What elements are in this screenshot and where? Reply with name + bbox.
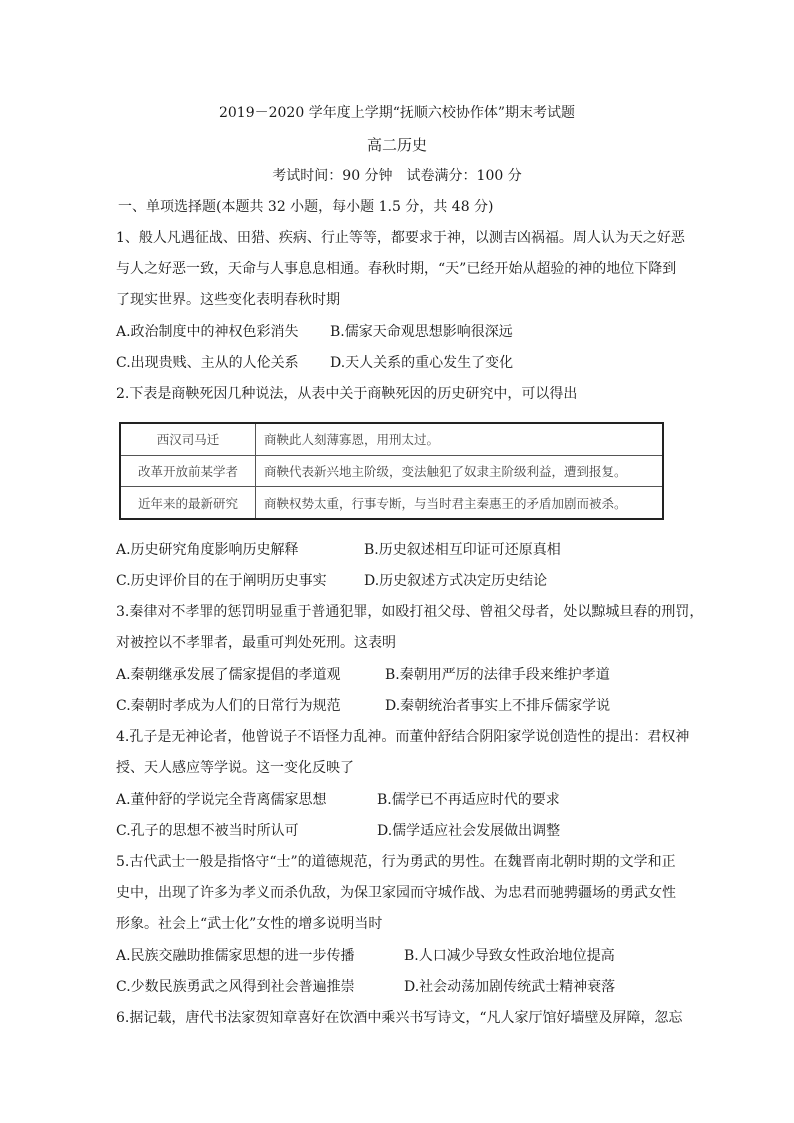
question-1-option-a: A.政治制度中的神权色彩消失 (116, 324, 299, 340)
source-table (119, 422, 664, 520)
question-2-option-d: D.历史叙述方式决定历史结论 (364, 573, 548, 589)
question-1-option-b: B.儒家天命观思想影响很深远 (330, 324, 513, 340)
question-2-line-1: 2.下表是商鞅死因几种说法，从表中关于商鞅死因的历史研究中，可以得出 (116, 386, 578, 402)
section-heading: 一、单项选择题(本题共 32 小题，每小题 1.5 分，共 48 分) (118, 199, 494, 215)
question-5-line-1: 5.古代武士一般是指恪守“士”的道德规范，行为勇武的男性。在魏晋南北朝时期的文学和正 (116, 854, 676, 870)
table-cell-view: 商鞅此人刻薄寡恩，用刑太过。 (256, 423, 664, 455)
exam-title: 2019－2020 学年度上学期“抚顺六校协作体”期末考试题 (218, 105, 576, 121)
question-3-option-a: A.秦朝继承发展了儒家提倡的孝道观 (116, 667, 341, 683)
subject-title: 高二历史 (366, 136, 427, 154)
question-2-option-a: A.历史研究角度影响历史解释 (116, 542, 299, 558)
exam-info: 考试时间：90 分钟 试卷满分：100 分 (272, 168, 522, 184)
question-5-option-a: A.民族交融助推儒家思想的进一步传播 (116, 948, 355, 964)
table-row (120, 487, 663, 519)
question-5-option-c: C.少数民族勇武之风得到社会普遍推崇 (116, 979, 355, 995)
question-1-line-2: 与人之好恶一致，天命与人事息息相通。春秋时期，“天”已经开始从超验的神的地位下降到 (116, 261, 677, 277)
question-6-line-1: 6.据记载，唐代书法家贺知章喜好在饮酒中乘兴书写诗文，“凡人家厅馆好墙壁及屏障，忽忘 (116, 1010, 683, 1026)
question-5-option-d: D.社会动荡加剧传统武士精神衰落 (404, 979, 616, 995)
question-4-line-1: 4.孔子是无神论者，他曾说子不语怪力乱神。而董仲舒结合阴阳家学说创造性的提出：君权神 (116, 729, 690, 745)
question-4-option-c: C.孔子的思想不被当时所认可 (116, 823, 299, 839)
question-4-option-b: B.儒学已不再适应时代的要求 (377, 792, 560, 808)
question-4-option-d: D.儒学适应社会发展做出调整 (377, 823, 561, 839)
question-3-option-b: B.秦朝用严厉的法律手段来维护孝道 (385, 667, 610, 683)
table-row (120, 423, 663, 455)
table-row (120, 455, 663, 487)
question-2-option-b: B.历史叙述相互印证可还原真相 (364, 542, 561, 558)
table-cell-source: 近年来的最新研究 (120, 487, 256, 519)
question-3-option-c: C.秦朝时孝成为人们的日常行为规范 (116, 698, 341, 714)
question-4-line-2: 授、天人感应等学说。这一变化反映了 (116, 760, 354, 776)
table-cell-source: 西汉司马迁 (120, 423, 256, 455)
question-1-option-d: D.天人关系的重心发生了变化 (330, 355, 514, 371)
question-1-line-1: 1、般人凡遇征战、田猎、疾病、行止等等，都要求于神，以测吉凶祸福。周人认为天之好恶 (116, 230, 685, 246)
question-3-line-2: 对被控以不孝罪者，最重可判处死刑。这表明 (116, 635, 396, 651)
question-3-option-d: D.秦朝统治者事实上不排斥儒家学说 (385, 698, 611, 714)
question-5-option-b: B.人口减少导致女性政治地位提高 (404, 948, 615, 964)
question-3-line-1: 3.秦律对不孝罪的惩罚明显重于普通犯罪，如殴打祖父母、曾祖父母者，处以黥城旦舂的刑罚， (116, 604, 704, 620)
table-cell-view: 商鞅代表新兴地主阶级，变法触犯了奴隶主阶级利益，遭到报复。 (256, 455, 664, 487)
question-2-option-c: C.历史评价目的在于阐明历史事实 (116, 573, 327, 589)
question-5-line-2: 史中，出现了许多为孝义而杀仇敌，为保卫家园而守城作战、为忠君而驰骋疆场的勇武女性 (116, 885, 676, 901)
question-4-option-a: A.董仲舒的学说完全背离儒家思想 (116, 792, 327, 808)
question-5-line-3: 形象。社会上“武士化”女性的增多说明当时 (116, 916, 383, 932)
table-cell-source: 改革开放前某学者 (120, 455, 256, 487)
question-1-option-c: C.出现贵贱、主从的人伦关系 (116, 355, 299, 371)
question-1-line-3: 了现实世界。这些变化表明春秋时期 (116, 292, 340, 308)
table-cell-view: 商鞅权势太重，行事专断，与当时君主秦惠王的矛盾加剧而被杀。 (256, 487, 664, 519)
